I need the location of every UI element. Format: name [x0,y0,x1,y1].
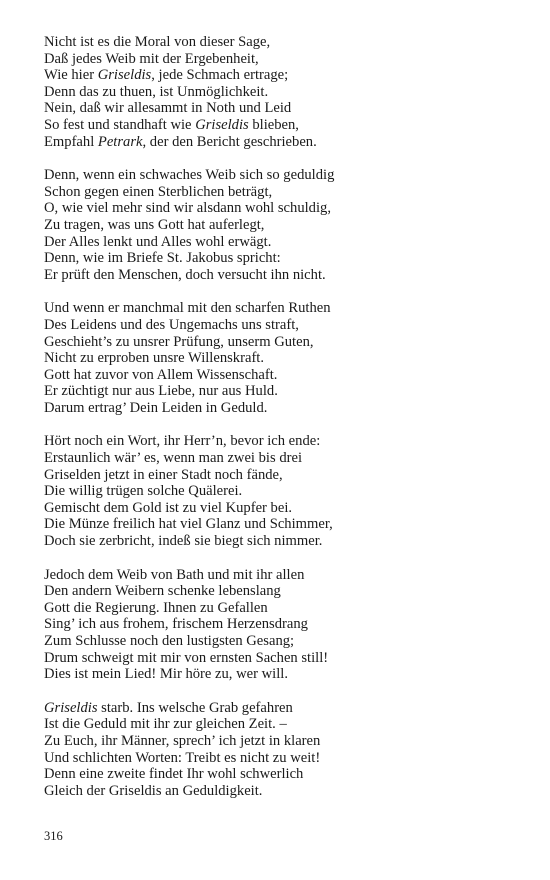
verse-segment: Ist die Geduld mit ihr zur gleichen Zeit. – [44,716,287,733]
verse-segment: Des Leidens und des Ungemachs uns straft, [44,316,299,333]
verse-line [44,766,514,783]
verse-line [44,217,514,234]
verse-segment: Nein, daß wir allesammt in Noth und Leid [44,100,292,117]
italic-name: Griseldis [97,67,152,84]
verse-segment: Wie hier [44,67,98,84]
stanza [44,167,514,283]
verse-line [44,350,514,367]
verse-segment: blieben, [248,116,299,133]
verse-segment: Denn, wie im Briefe St. Jakobus spricht: [44,250,281,267]
verse-line [44,383,514,400]
verse-line [44,167,514,184]
verse-line [44,533,514,550]
verse-segment: Gott die Regierung. Ihnen zu Gefallen [44,599,268,616]
verse-line [44,117,514,134]
italic-name: Griseldis [195,116,249,133]
verse-line [44,400,514,417]
verse-segment: , jede Schmach ertrage; [151,67,289,84]
verse-line [44,34,514,51]
stanza [44,300,514,416]
verse-line [44,650,514,667]
verse-segment: Denn das zu thuen, ist Unmöglichkeit. [44,83,269,100]
italic-name: Petrark [97,133,143,150]
verse-segment: Der Alles lenkt und Alles wohl erwägt. [44,233,272,250]
verse-segment: Jedoch dem Weib von Bath und mit ihr allen [44,566,305,583]
verse-line [44,300,514,317]
verse-line [44,317,514,334]
verse-line [44,616,514,633]
verse-segment: Schon gegen einen Sterblichen beträgt, [44,183,273,200]
verse-segment: Dies ist mein Lied! Mir höre zu, wer will. [44,666,288,683]
verse-segment: Und schlichten Worten: Treibt es nicht zu weit! [44,749,321,766]
verse-line [44,733,514,750]
verse-line [44,567,514,584]
verse-segment: O, wie viel mehr sind wir alsdann wohl schuldig, [44,200,331,217]
verse-segment: Griselden jetzt in einer Stadt noch fände, [44,466,283,483]
verse-segment: Er prüft den Menschen, doch versucht ihn nicht. [44,266,326,283]
verse-segment: Gleich der Griseldis an Geduldigkeit. [44,782,263,799]
stanza [44,567,514,683]
stanza [44,700,514,800]
verse-segment: Erstaunlich wär’ es, wenn man zwei bis drei [44,450,303,467]
verse-line [44,184,514,201]
verse-segment: Hört noch ein Wort, ihr Herr’n, bevor ich ende: [44,433,321,450]
verse-segment: Zu tragen, was uns Gott hat auferlegt, [44,216,265,233]
verse-segment: Gemischt dem Gold ist zu viel Kupfer bei. [44,499,293,516]
verse-line [44,234,514,251]
verse-line [44,134,514,151]
verse-segment: starb. Ins welsche Grab gefahren [97,699,293,716]
verse-segment: Empfahl [44,133,98,150]
verse-segment: Gott hat zuvor von Allem Wissenschaft. [44,366,278,383]
verse-line [44,750,514,767]
verse-segment: Nicht zu erproben unsre Willenskraft. [44,350,265,367]
verse-line [44,516,514,533]
italic-name: Griseldis [44,699,98,716]
verse-line [44,267,514,284]
verse-segment: Zum Schlusse noch den lustigsten Gesang; [44,633,295,649]
verse-line [44,716,514,733]
verse-line [44,84,514,101]
verse-line [44,450,514,467]
verse-line [44,600,514,617]
verse-line [44,500,514,517]
verse-segment: Denn, wenn ein schwaches Weib sich so geduldig [44,167,335,184]
verse-line [44,483,514,500]
verse-segment: Die Münze freilich hat viel Glanz und Schimmer, [44,516,333,533]
verse-segment: Er züchtigt nur aus Liebe, nur aus Huld. [44,383,278,400]
verse-line [44,583,514,600]
verse-line [44,367,514,384]
verse-line [44,700,514,717]
verse-line [44,633,514,650]
verse-segment: Geschieht’s zu unsrer Prüfung, unserm Guten, [44,333,314,350]
verse-segment: Daß jedes Weib mit der Ergebenheit, [44,50,259,67]
verse-segment: , der den Bericht geschrieben. [142,133,317,150]
verse-segment: Denn eine zweite findet Ihr wohl schwerlich [44,766,304,783]
verse-segment: Doch sie zerbricht, indeß sie biegt sich nimmer. [44,533,323,550]
poem-text [44,34,514,816]
stanza [44,433,514,549]
verse-line [44,67,514,84]
verse-segment: Und wenn er manchmal mit den scharfen Ruthen [44,300,331,317]
verse-line [44,51,514,68]
verse-line [44,783,514,800]
verse-line [44,250,514,267]
verse-line [44,100,514,117]
verse-segment: So fest und standhaft wie [44,116,196,133]
verse-line [44,666,514,683]
verse-segment: Darum ertrag’ Dein Leiden in Geduld. [44,399,268,416]
page-number: 316 [44,829,63,843]
verse-segment: Nicht ist es die Moral von dieser Sage, [44,34,271,50]
stanza [44,34,514,150]
verse-line [44,467,514,484]
verse-segment: Die willig trügen solche Quälerei. [44,483,243,500]
verse-segment: Sing’ ich aus frohem, frischem Herzensdrang [44,616,308,633]
verse-segment: Zu Euch, ihr Männer, sprech’ ich jetzt in klaren [44,732,321,749]
verse-line [44,334,514,351]
verse-line [44,433,514,450]
verse-line [44,200,514,217]
verse-segment: Drum schweigt mit mir von ernsten Sachen still! [44,649,329,666]
verse-segment: Den andern Weibern schenke lebenslang [44,583,281,600]
